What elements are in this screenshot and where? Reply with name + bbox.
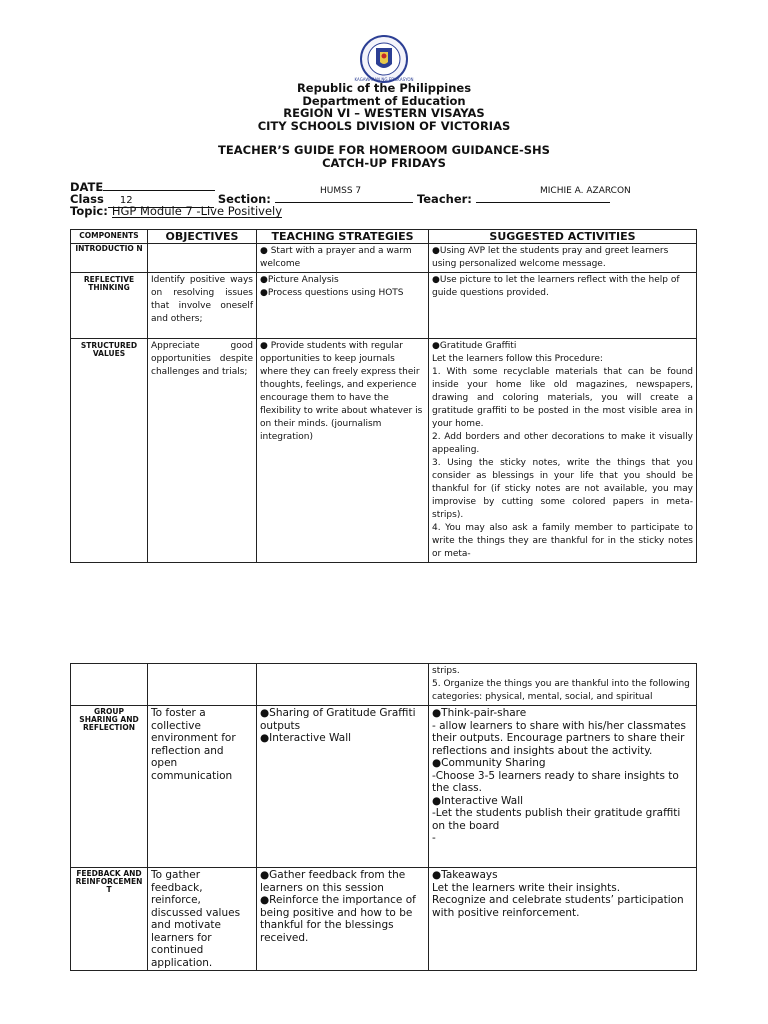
class-value: 12 <box>108 195 214 208</box>
division-line: CITY SCHOOLS DIVISION OF VICTORIAS <box>257 118 511 133</box>
date-label: DATE <box>70 180 104 194</box>
components-header: COMPONENTS <box>71 230 148 244</box>
activities-cell: ●Use picture to let the learners reflect with the help of guide questions provided. <box>429 273 697 339</box>
component-cell: STRUCTURED VALUES <box>71 339 148 563</box>
svg-text:KAGAWARAN NG EDUKASYON: KAGAWARAN NG EDUKASYON <box>354 77 414 82</box>
strategies-cell: ●Sharing of Gratitude Graffiti outputs ●Interactive Wall <box>257 706 429 868</box>
teacher-value: MICHIE A. AZARCON <box>540 186 631 196</box>
table-row <box>71 244 697 273</box>
republic-line: Republic of the Philippines <box>296 81 472 95</box>
teacher-label: Teacher: <box>416 192 472 206</box>
component-cell <box>71 664 148 706</box>
guide-title <box>0 144 768 169</box>
deped-seal-logo <box>352 34 416 84</box>
activities-cell: ●Gratitude Graffiti Let the learners follow this Procedure: 1. With some recyclable materials that can be found inside your home like old magazines, newspapers, drawing and coloring materials, you will create a gratitude graffiti to be posted in the most visible area in your home. 2. Add borders and other decorations to make it visually appealing. 3. Using the sticky notes, write the things that you consider as blessings in your life that you should be thankful for (if sticky notes are not available, you may improvise by cutting some colored papers in meta-strips). 4. You may also ask a family member to participate to write the things they are thankful for in the sticky notes or meta- <box>429 339 697 563</box>
topic-line <box>70 205 282 218</box>
component-cell: INTRODUCTIO N <box>71 244 148 273</box>
letterhead <box>0 82 768 132</box>
activities-header: SUGGESTED ACTIVITIES <box>429 230 697 244</box>
topic-value: HGP Module 7 -Live Positively <box>111 204 283 218</box>
teacher-blank <box>476 193 610 203</box>
objective-cell: To gather feedback, reinforce, discussed values and motivate learners for continued application. <box>148 868 257 971</box>
section-value: HUMSS 7 <box>320 186 362 196</box>
strategies-cell <box>257 664 429 706</box>
lesson-table-page2 <box>70 663 697 971</box>
topic-label: Topic: <box>70 204 108 218</box>
strategies-cell: ● Provide students with regular opportunities to keep journals where they can freely express their thoughts, feelings, and experience encourage them to have the flexibility to write about whatever is on their minds. (journalism integration) <box>257 339 429 563</box>
component-cell: GROUP SHARING AND REFLECTION <box>71 706 148 868</box>
objective-cell: Appreciate good opportunities despite challenges and trials; <box>148 339 257 563</box>
table-header-row <box>71 230 697 244</box>
objective-cell <box>148 664 257 706</box>
lesson-table-page1 <box>70 229 697 563</box>
guide-title-line1: TEACHER’S GUIDE FOR HOMEROOM GUIDANCE-SHS <box>218 143 550 157</box>
strategies-header: TEACHING STRATEGIES <box>257 230 429 244</box>
class-label: Class <box>70 192 104 206</box>
section-label: Section: <box>217 192 271 206</box>
activities-cell: ●Using AVP let the students pray and greet learners using personalized welcome message. <box>429 244 697 273</box>
table-row <box>71 868 697 971</box>
strategies-cell: ●Picture Analysis ●Process questions using HOTS <box>257 273 429 339</box>
component-cell: FEEDBACK AND REINFORCEMEN T <box>71 868 148 971</box>
objective-cell: Identify positive ways on resolving issues that involve oneself and others; <box>148 273 257 339</box>
date-blank <box>103 181 215 191</box>
component-cell: REFLECTIVE THINKING <box>71 273 148 339</box>
table-row <box>71 664 697 706</box>
table-row <box>71 273 697 339</box>
table-row <box>71 339 697 563</box>
guide-title-line2: CATCH-UP FRIDAYS <box>322 155 446 170</box>
objective-cell: To foster a collective environment for reflection and open communication <box>148 706 257 868</box>
region-line: REGION VI – WESTERN VISAYAS <box>283 106 485 120</box>
objective-cell <box>148 244 257 273</box>
department-line: Department of Education <box>302 93 466 108</box>
section-blank <box>275 193 413 203</box>
activities-cell: strips. 5. Organize the things you are thankful into the following categories: physical, mental, social, and spiritual <box>429 664 697 706</box>
strategies-cell: ●Gather feedback from the learners on this session ●Reinforce the importance of being positive and how to be thankful for the blessings received. <box>257 868 429 971</box>
activities-cell: ●Think-pair-share - allow learners to share with his/her classmates their outputs. Encourage partners to share their reflections and insights about the activity. ●Community Sharing -Choose 3-5 learners ready to share insights to the class. ●Interactive Wall -Let the students publish their gratitude graffiti on the board - <box>429 706 697 868</box>
activities-cell: ●Takeaways Let the learners write their insights. Recognize and celebrate students’ participation with positive reinforcement. <box>429 868 697 971</box>
table-row <box>71 706 697 868</box>
objectives-header: OBJECTIVES <box>148 230 257 244</box>
strategies-cell: ● Start with a prayer and a warm welcome <box>257 244 429 273</box>
